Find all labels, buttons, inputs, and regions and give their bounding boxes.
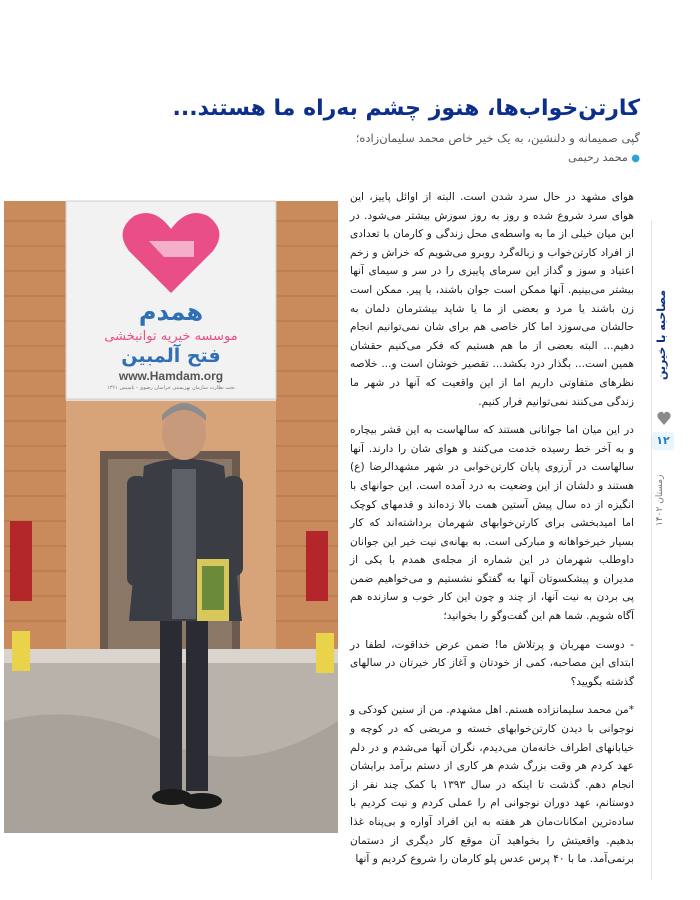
sign-place: فتح آلمبین — [121, 345, 221, 367]
sidebar-divider — [651, 220, 652, 880]
author-byline — [568, 151, 640, 164]
page-number: ۱۲ — [652, 432, 674, 450]
interview-photo — [4, 201, 338, 833]
sign-name: همدم — [138, 298, 204, 326]
interview-question: - دوست مهربان و پرتلاش ما! ضمن عرض خداقوت، لطفا در ابتدای این مصاحبه، کمی از خودتان و آغاز کار خیرتان در سالهای گذشته بگویید؟ — [350, 638, 634, 688]
issue-date: زمستان ۱۴۰۲ — [655, 474, 665, 526]
article-subtitle: گپی صمیمانه و دلنشین، به یک خیر خاص محمد سلیمان‌زاده؛ — [355, 131, 640, 145]
sign-url: www.Hamdam.org — [118, 369, 224, 383]
sign-small-text: تحت نظارت سازمان بهزیستی خراسان رضوی - تاسیس ۱۳۶۱ — [107, 385, 235, 391]
article-title: کارتن‌خواب‌ها، هنوز چشم به‌راه ما هستند... — [172, 96, 640, 121]
interview-answer: *من محمد سلیمانزاده هستم. اهل مشهدم. من از سنین کودکی و نوجوانی با دیدن کارتن‌خوابهای خسته و مریضی که در کوچه و خیابانهای اطراف خانه‌مان می‌دیدم، نگران آنها می‌شدم و در دلم عهد کردم هر وقت بزرگ شدم هر کاری از دستم برآمد برایشان انجام دهم. گذشت تا اینکه در سال ۱۳۹۳ با کمک چند نفر از دوستانم، عهد دوران نوجوانی ام را عملی کردم و نیت کردیم با ساده‌ترین امکانات‌مان هر هفته به این افراد آواره و بی‌پناه غذا بدهیم. واقعیتش را بخواهید آن موقع کار دیگری از دستمان برنمی‌آمد. ما با ۴۰ پرس عدس پلو کارمان را شروع کردیم و آنها — [350, 704, 634, 866]
bullet-icon: ● — [631, 153, 640, 164]
photo-illustration — [4, 201, 338, 833]
sign-org: موسسه خیریه توانبخشی — [104, 329, 238, 344]
article-paragraph: در این میان اما جوانانی هستند که سالهاست به این قشر بیچاره و به آخر خط رسیده خدمت می‌کنند و هوای شان را دارند. آنها سالهاست در آرزوی پایان کارتن‌خوابی در شهر مشهدالرضا (ع) هستند و دلشان از این وضعیت به درد آمده است. این جوانهای با انگیزه از ده سال پیش آستین همت بالا زده‌اند و قدمهای کوچک اما امیدبخشی برای کارتن‌خوابهای شهرمان برداشته‌اند که کار بسیار خیرخواهانه و مبارکی است. به بهانه‌ی نیت خیر این جوانان داوطلب شهرمان در این شماره از مجله‌ی همدم با یکی از مدیران و پیشکسوتان آنها به گفتگو نشستیم و می‌خواهیم ضمن پی بردن به نیت آنها، از چند و چون این کار خوب و سازنده هم آگاه شویم. شما هم این گفت‌وگو را بخوانید؛ — [350, 424, 634, 623]
article-paragraph: هوای مشهد در حال سرد شدن است. البته از اوائل پاییز، این هوای سرد شروع شده و روز به روز سوزش بیشتر می‌شود. در این میان خیلی از ما به واسطه‌ی محل زندگی و کارمان با تعدادی از افراد کارتن‌خواب و زباله‌گرد روبرو می‌شویم که خراش و زخم اعتیاد و سوز و گداز این سرمای پاییزی را در سر و سیمای آنها بیشتر می‌بینیم. آنها ممکن است جوان باشند، یا پیر. ممکن است زن باشند یا مرد و بعضی از ما یا شاید بیشترمان دلمان به حالشان می‌سوزد اما کار خاصی هم برای شان نمی‌توانیم انجام دهیم... البته بعضی از ما هم هستیم که فکر می‌کنیم حقشان همین است... بگذار درد بکشد... تقصیر خوشان است و... خلاصه نظرهای متفاوتی داریم اما از این واقعیت که آنها در شهر ما زندگی می‌کنند نمی‌توانیم فرار کنیم. — [350, 191, 634, 408]
article-body — [350, 188, 634, 866]
magazine-logo-icon — [657, 410, 671, 426]
author-name: محمد رحیمی — [568, 151, 628, 164]
section-label: مصاحبه با خیرین — [655, 289, 668, 381]
